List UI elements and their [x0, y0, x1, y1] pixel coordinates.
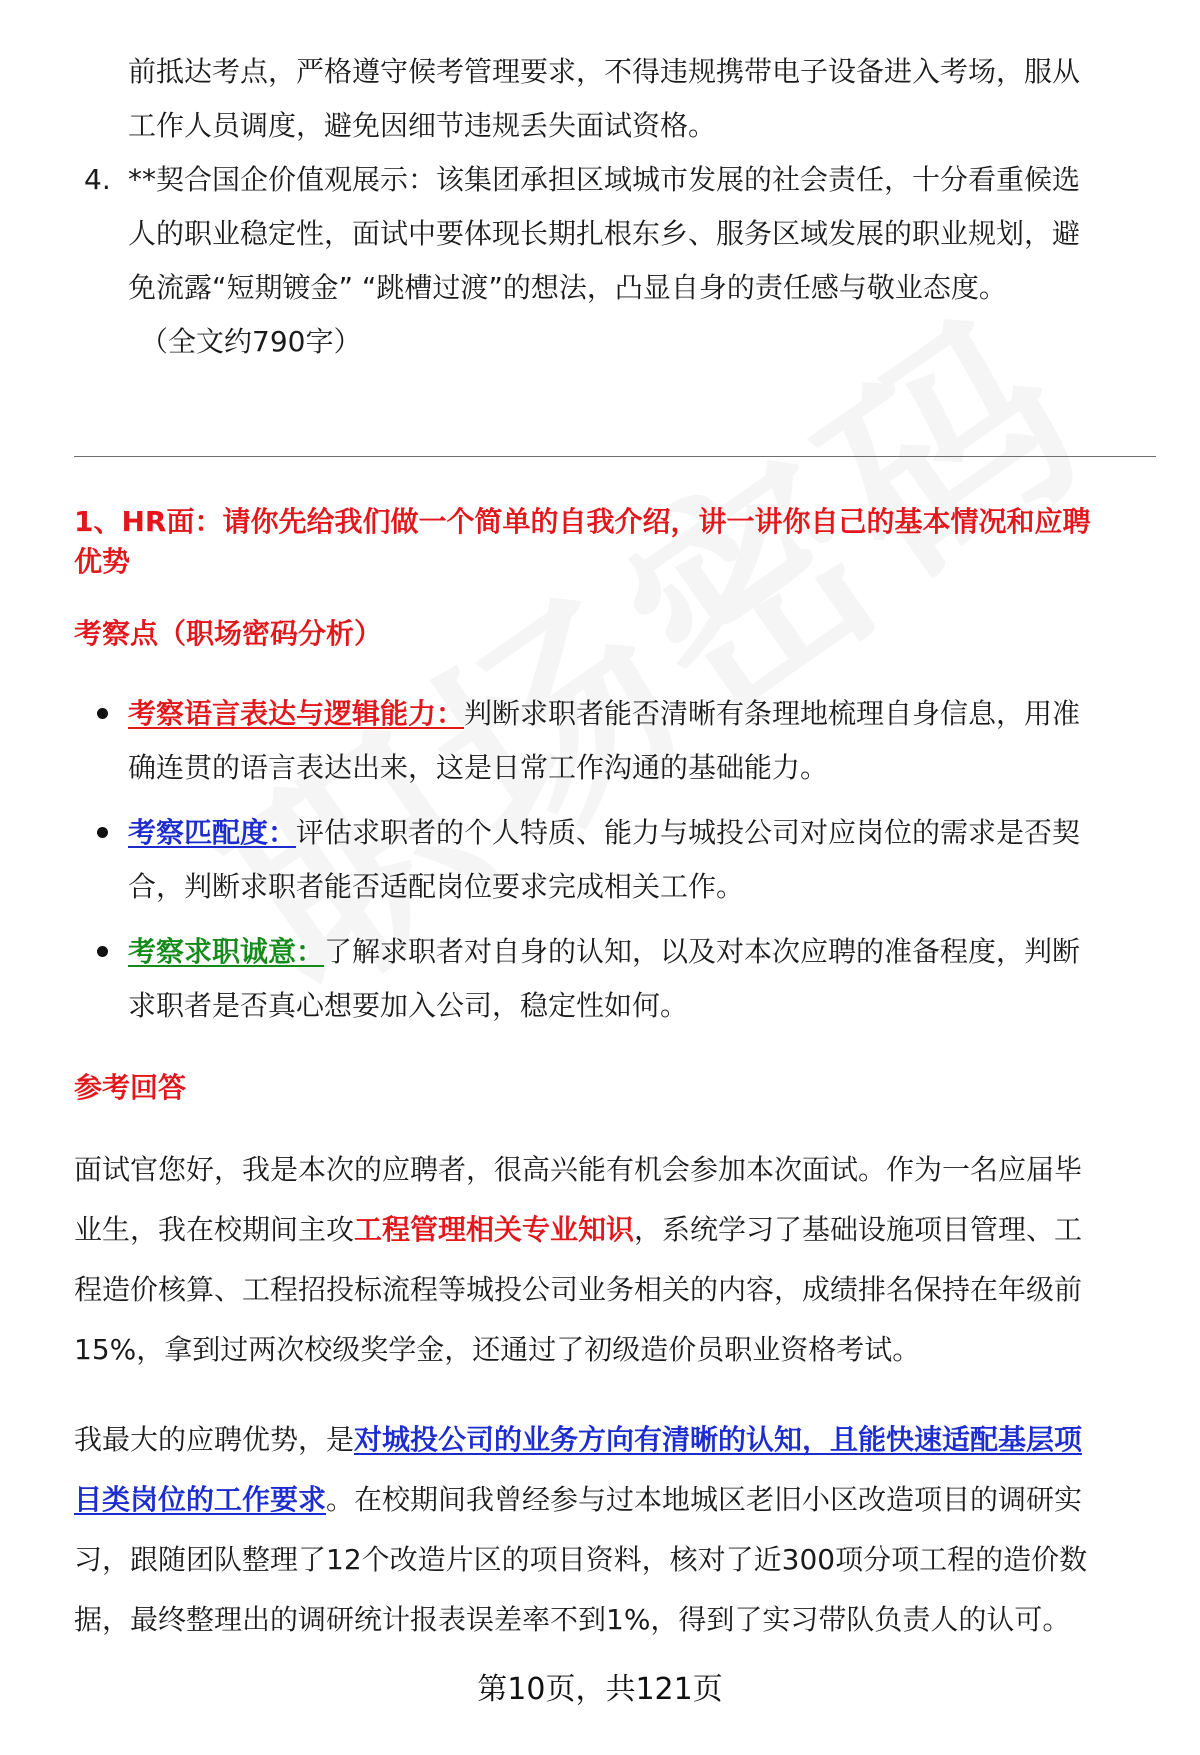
continuation-line-2: 工作人员调度，避免因细节违规丢失面试资格。 — [128, 109, 717, 142]
point-3-label: 考察求职诚意： — [128, 935, 325, 968]
answer-p2-line-1: 我最大的应聘优势，是对城投公司的业务方向有清晰的认知，且能快速适配基层项 — [74, 1423, 1083, 1456]
answer-p1-line-2: 业生，我在校期间主攻工程管理相关专业知识，系统学习了基础设施项目管理、工 — [74, 1213, 1083, 1246]
point-3-line-1 — [128, 922, 1080, 982]
highlight-advantage: 对城投公司的业务方向有清晰的认知，且能快速适配基层项 — [354, 1423, 1083, 1456]
point-2-line-1 — [128, 803, 1080, 863]
point-1-line-1 — [128, 684, 1080, 744]
point-1-line-2: 确连贯的语言表达出来，这是日常工作沟通的基础能力。 — [128, 751, 829, 784]
point-2-text: 评估求职者的个人特质、能力与城投公司对应岗位的需求是否契 — [296, 816, 1081, 849]
page-number: 第10页，共121页 — [477, 1672, 723, 1707]
bullet-dot — [97, 708, 108, 719]
point-1-text: 判断求职者能否清晰有条理地梳理自身信息，用准 — [464, 697, 1081, 730]
highlight-advantage-cont: 目类岗位的工作要求 — [74, 1483, 327, 1516]
bullet-dot — [97, 827, 108, 838]
answer-p1-line-3: 程造价核算、工程招投标流程等城投公司业务相关的内容，成绩排名保持在年级前 — [74, 1273, 1083, 1306]
highlight-major: 工程管理相关专业知识 — [354, 1213, 635, 1246]
answer-p1-line-4: 15%，拿到过两次校级奖学金，还通过了初级造价员职业资格考试。 — [74, 1333, 921, 1366]
answer-heading: 参考回答 — [74, 1071, 187, 1104]
item4-line-2: 人的职业稳定性，面试中要体现长期扎根东乡、服务区域发展的职业规划，避 — [128, 217, 1081, 250]
item4-line-3: 免流露“短期镀金” “跳槽过渡”的想法，凸显自身的责任感与敬业态度。 — [128, 271, 1007, 304]
answer-p2-line-3: 习，跟随团队整理了12个改造片区的项目资料，核对了近300项分项工程的造价数 — [74, 1543, 1088, 1576]
item4-line-1: **契合国企价值观展示：该集团承担区域城市发展的社会责任，十分看重候选 — [128, 163, 1081, 196]
answer-p2-line-4: 据，最终整理出的调研统计报表误差率不到1%，得到了实习带队负责人的认可。 — [74, 1603, 1071, 1636]
answer-p1-line-1: 面试官您好，我是本次的应聘者，很高兴能有机会参加本次面试。作为一名应届毕 — [74, 1153, 1083, 1186]
point-1-label: 考察语言表达与逻辑能力： — [128, 697, 465, 730]
continuation-line-1: 前抵达考点，严格遵守候考管理要求，不得违规携带电子设备进入考场，服从 — [128, 55, 1081, 88]
point-2-line-2: 合，判断求职者能否适配岗位要求完成相关工作。 — [128, 870, 745, 903]
answer-p2-line-2: 目类岗位的工作要求。在校期间我曾经参与过本地城区老旧小区改造项目的调研实 — [74, 1483, 1083, 1516]
question-title-line-2: 优势 — [74, 545, 131, 578]
points-heading: 考察点（职场密码分析） — [74, 617, 383, 650]
point-3-line-2: 求职者是否真心想要加入公司，稳定性如何。 — [128, 989, 689, 1022]
point-3-text: 了解求职者对自身的认知，以及对本次应聘的准备程度，判断 — [324, 935, 1081, 968]
bullet-dot — [97, 946, 108, 957]
list-number-4: 4. — [84, 163, 111, 196]
word-count-note: （全文约790字） — [140, 325, 362, 358]
section-divider — [74, 456, 1156, 457]
question-title-line-1: 1、HR面：请你先给我们做一个简单的自我介绍，讲一讲你自己的基本情况和应聘 — [74, 505, 1091, 538]
point-2-label: 考察匹配度： — [128, 816, 297, 849]
